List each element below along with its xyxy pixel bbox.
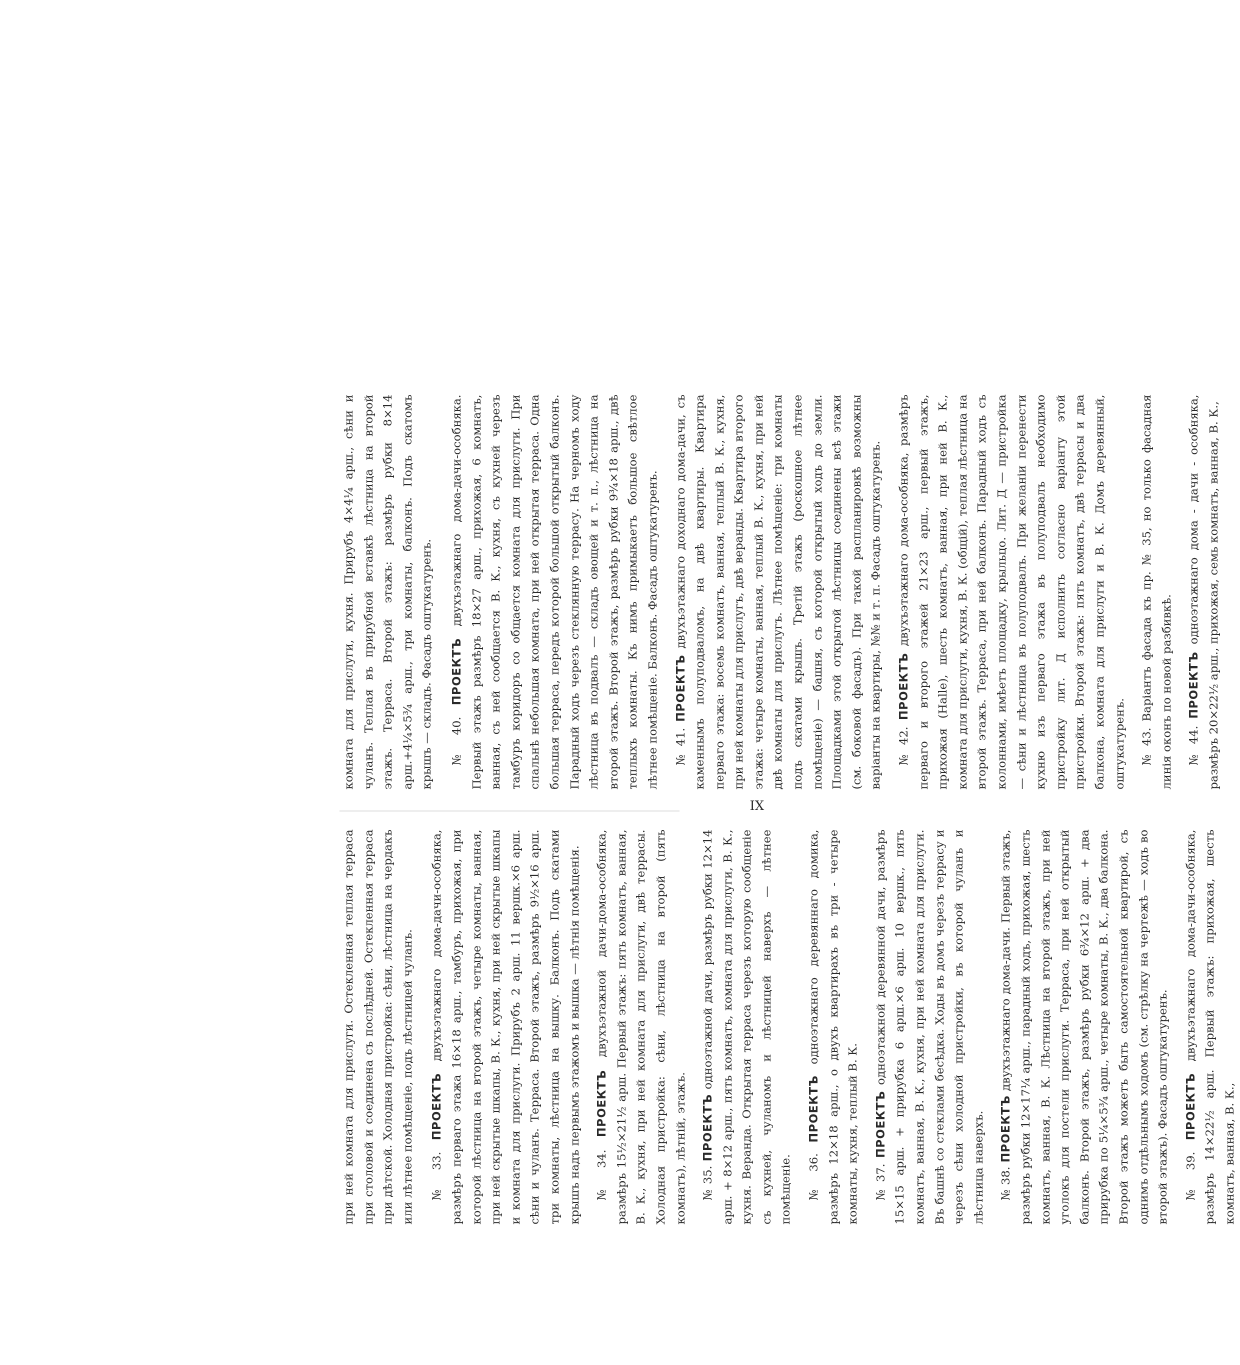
entry-keyword: ПРОЕКТЪ — [1186, 651, 1201, 719]
entry-text: двухъэтажнаго дома-дачи-особняка, размѣръ 14×22½ арш. Первый этажъ: прихожая, шесть комнатъ, ванная, В. К., — [1183, 829, 1237, 1225]
entry-text: одноэтажной дачи, размѣръ рубки 12×14 арш. + 8×12 арш., пять комнатъ, комната для прислуги, В. К., кухня. Веранда. Открытая терраса черезъ которую сообщеніе съ кухней, чуланомъ и лѣстницей наверхъ — лѣтнее помѣщеніе. — [700, 829, 793, 1225]
entry-number: № 42. — [896, 726, 911, 766]
left-intro: при ней комната для прислуги. Остекленная теплая терраса при столовой и соединена съ послѣдней. Остекленная терраса при дѣтской. Холодная пристройка: сѣни, лѣстница на чердакъ или лѣтнее помѣщеніе, подъ лѣстницей чуланъ. — [341, 829, 415, 1225]
entry-number: № 37. — [873, 1163, 888, 1201]
entry-number: № 41. — [673, 727, 687, 766]
entry-text: одноэтажной деревянной дачи, размѣръ 15×15 арш. + прирубка 6 арш.×6 арш. 10 вершк., пять комнатъ, ванная, В. К., кухня, при ней комната для прислуги. Въ башнѣ со стеклами бесѣдка. Ходы въ домъ черезъ террасу и черезъ сѣни холодной пристройки, въ которой чуланъ и лѣстница наверхъ. — [873, 829, 986, 1225]
entry-text: одноэтажнаго дома - дачи - особняка, размѣръ 20×22½ арш., прихожая, семь комнатъ, ванная, В. К., — [1186, 394, 1221, 790]
entry-number: № 39. — [1183, 1151, 1198, 1201]
entry-keyword: ПРОЕКТЪ — [998, 1095, 1013, 1163]
entry-number: № 40. — [449, 716, 464, 766]
project-entry — [895, 395, 1130, 790]
right-column — [340, 394, 1221, 790]
entry-keyword: ПРОЕКТЪ — [594, 1069, 609, 1137]
entry-keyword: ПРОЕКТЪ — [873, 1090, 888, 1158]
entry-keyword: ПРОЕКТЪ — [673, 654, 687, 722]
entry-text: двухъэтажнаго дома-дачи-особняка. Первый этажъ размѣръ 18×27 арш., прихожая, 6 комнатъ, ванная, съ ней сообщается В. К., кухня, съ кухней черезъ тамбуръ коридоръ со общается комната для прислуги. При спальнѣ небольшая комната, при ней открытая терраса. Одна большая терраса, передъ которой большой открытый балконъ. Парадный ходъ черезъ стеклянную террасу. На черномъ ходу лѣстница въ подвалъ — складъ овощей и т. п., лѣстница на второй этажъ. Второй этажъ, размѣръ рубки 9¾×18 арш., двѣ теплыхъ комнаты. Къ нимъ примыкаетъ большое свѣтлое лѣтнее помѣщеніе. Балконъ. Фасадъ оштукатуренъ. — [449, 394, 660, 790]
entry-text: двухъэтажной дачи-дома-особняка, размѣръ 15½×21½ арш. Первый этажъ: пять комнатъ, ванная, В. К., кухня, при ней комната для прислуги, двѣ террасы. Холодная пристройка: сѣни, лѣстница на второй (пять комнатъ), лѣтній, этажъ. — [594, 829, 687, 1225]
right-entries — [447, 395, 1224, 790]
entry-number: № 34. — [594, 1149, 609, 1201]
right-intro: комната для прислуги, кухня. Прирубъ 4×4¼ арш., сѣни и чуланъ. Теплая въ прирубной вставкѣ лѣстница на второй этажъ. Терраса. Второй этажъ: размѣръ рубки 8×14 арш.+4¼×5¾ арш., три комнаты, балконъ. Подъ скатомъ крышъ — складъ. Фасадъ оштукатуренъ. — [341, 394, 434, 790]
project-entry — [1181, 830, 1240, 1225]
entry-number: № 35. — [700, 1165, 715, 1201]
entry-text: двухъэтажнаго дома-дачи-особняка, размѣръ перваго этажа 16×18 арш., тамбуръ, прихожая, при которой лѣстница на второй этажъ, четыре комнаты, ванная, при ней скрытые шкапы, В. К., кухня, при ней скрытые шкапы и комната для прислуги. Прирубъ 2 арш. 11 вершк.×6 арш. сѣни и чуланъ. Терраса. Второй этажъ, размѣръ 9½×16 арш. три комнаты, лѣстница на вышку. Балконъ. Подъ скатами крышъ надъ первымъ этажомъ и вышка — лѣтнія помѣщенія. — [429, 829, 582, 1225]
project-entry — [428, 830, 585, 1225]
project-entry — [671, 395, 887, 790]
entry-text: двухъэтажнаго дома-особняка, размѣръ перваго и второго этажей 21×23 арш., первый этажъ, прихожая (Halle), шесть комнатъ, ванная, при ней В. К., комната для прислуги, кухня, В. К. (общій), теплая лѣстница на второй этажъ. Терраса, при ней балконъ. Парадный ходъ съ колоннами, имѣетъ площадку, крыльцо. Лит. Д — пристройка — сѣни и лѣстница въ полуподвалъ. При желаніи перенести кухню изъ перваго этажа въ полуподвалъ необходимо пристройку лит. Д исполнить согласно варіанту этой пристройки. Второй этажъ: пять комнатъ, двѣ террасы и два балкона, комната для прислуги и В. К. Домъ деревянный, оштукатуренъ. — [896, 394, 1127, 790]
rotated-page — [340, 394, 1237, 1225]
project-entry — [447, 395, 663, 790]
entry-text: двухъэтажнаго доходнаго дома-дачи, съ каменнымъ полуподваломъ, на двѣ квартиры. Квартира перваго этажа: восемь комнатъ, ванная, теплый В. К., кухня, при ней комнаты для прислугъ, двѣ веранды. Квартира второго этажа: четыре комнаты, ванная, теплый В. К., кухня, при ней двѣ комнаты для прислугъ. Лѣтнее помѣщеніе: три комнаты подъ скатами крышъ. Третій этажъ (роскошное лѣтнее помѣщеніе) — башня, съ которой открытый ходъ до земли. Площадками этой открытой лѣстницы соединены всѣ этажи (см. боковой фасадъ). При такой распланировкѣ возможны варіанты на квартиры, №№ и т. п. Фасадъ оштукатуренъ. — [673, 394, 883, 790]
project-entry — [1185, 395, 1224, 790]
entry-keyword: ПРОЕКТЪ — [896, 652, 911, 720]
entry-number: № 43. — [1139, 727, 1154, 766]
page-number: IX — [749, 799, 765, 814]
entry-keyword: ПРОЕКТЪ — [449, 637, 464, 706]
project-entry — [997, 830, 1173, 1225]
entry-keyword: ПРОЕКТЪ — [1183, 1072, 1198, 1141]
entry-number: № 38. — [998, 1166, 1013, 1201]
entry-number: № 33. — [429, 1151, 444, 1201]
entry-number: № 36. — [806, 1153, 821, 1201]
entry-keyword: ПРОЕКТЪ — [806, 1075, 821, 1143]
entry-text: двухъэтажнаго дома-дачи. Первый этажъ, размѣръ рубки 12×17¼ арш., парадный ходъ, прихожая, шесть комнатъ, ванная, В. К. Лѣстница на второй этажъ, при ней уголокъ для постели прислуги. Терраса, при ней открытый балконъ. Второй этажъ, размѣръ рубки 6¾×12 арш. + два прирубка по 5¼×5¾ арш., четыре комнаты, В. К., два балкона. Второй этажъ можетъ быть самостоятельной квартирой, съ однимъ отдѣльнымъ ходомъ (см. стрѣлку на чертежѣ — ходъ во второй этажъ). Фасадъ оштукатуренъ. — [998, 829, 1170, 1225]
left-entries — [428, 830, 1240, 1225]
entry-keyword: ПРОЕКТЪ — [429, 1072, 444, 1141]
entry-text: одноэтажнаго деревяннаго домика, размѣръ 12×18 арш., о двухъ квартирахъ въ три - четыре комнаты, кухня, теплый В. К. — [806, 829, 860, 1225]
project-entry — [805, 830, 864, 1225]
entry-text: Варіантъ фасада къ пр. № 35, но только фасадная линія оконъ по новой разбивкѣ. — [1139, 394, 1174, 790]
entry-keyword: ПРОЕКТЪ — [700, 1093, 715, 1162]
project-entry — [871, 830, 989, 1225]
entry-number: № 44. — [1186, 725, 1201, 766]
left-column — [340, 829, 1237, 1225]
column-divider — [340, 811, 680, 812]
project-entry — [593, 830, 691, 1225]
project-entry — [699, 830, 797, 1225]
project-entry — [1138, 395, 1177, 790]
